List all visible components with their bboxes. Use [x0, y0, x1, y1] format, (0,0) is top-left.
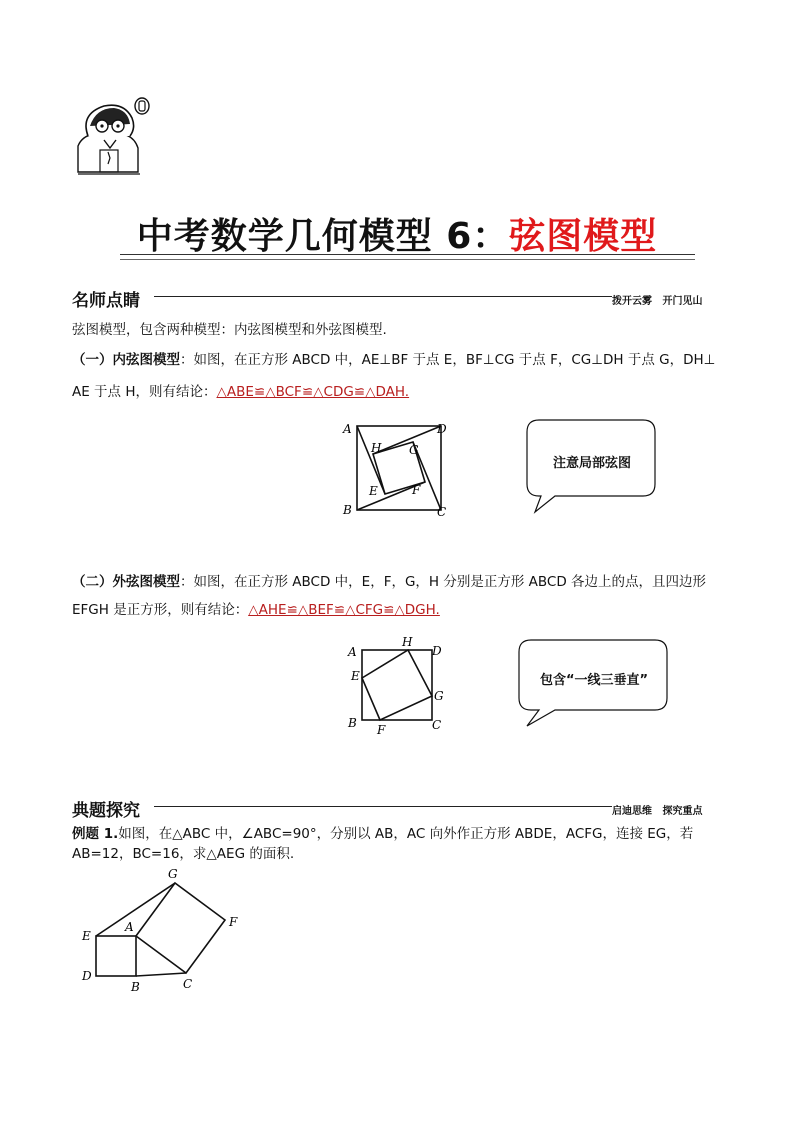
model1-conclusion: △ABE≌△BCF≌△CDG≌△DAH. [216, 384, 410, 400]
section-heading-1: 名师点睛 [72, 291, 140, 311]
bubble-1-text: 注意局部弦图 [552, 456, 631, 471]
title-main: 中考数学几何模型 6： [136, 216, 510, 257]
example-paragraph-line2: AB=12，BC=16，求△AEG 的面积. [72, 846, 295, 862]
section-tag-1: 拨开云雾 开门见山 [612, 296, 703, 307]
label-a: A [125, 920, 134, 934]
model1-label: （一）内弦图模型 [72, 352, 180, 368]
title-highlight: 弦图模型 [509, 216, 658, 257]
model2-text2: EFGH 是正方形，则有结论： [72, 602, 249, 618]
model1-paragraph-line2 [72, 381, 409, 403]
section-rule-2 [154, 806, 612, 807]
segment-eg [96, 883, 175, 936]
bubble-2-text: 包含“一线三垂直” [539, 673, 649, 688]
figure-inner-chord [335, 418, 455, 520]
square-acfg [136, 883, 225, 973]
mascot-logo [74, 96, 154, 176]
label-a: A [343, 422, 352, 436]
title-divider [120, 254, 695, 255]
label-f: F [377, 723, 386, 737]
label-e: E [82, 929, 91, 943]
label-f: F [229, 915, 238, 929]
square-efgh [362, 650, 432, 720]
label-e: E [351, 669, 360, 683]
figure-example [80, 862, 245, 994]
section-rule-1 [154, 296, 612, 297]
label-d: D [437, 422, 447, 436]
page-title [0, 208, 794, 259]
label-d: D [432, 644, 442, 658]
model2-text: ：如图，在正方形 ABCD 中，E，F，G，H 分别是正方形 ABCD 各边上的点，且四边形 [180, 574, 707, 590]
title-divider-thin [120, 259, 695, 260]
label-d: D [82, 969, 92, 983]
model1-text: ：如图，在正方形 ABCD 中，AE⊥BF 于点 E，BF⊥CG 于点 F，CG⊥DH 于点 G，DH⊥ [180, 352, 716, 368]
label-g: G [409, 443, 419, 457]
example-text: 如图，在△ABC 中，∠ABC=90°，分别以 AB，AC 向外作正方形 ABDE，ACFG，连接 EG，若 [118, 826, 694, 842]
model1-paragraph [72, 349, 732, 371]
segment-bc [136, 973, 186, 976]
label-a: A [348, 645, 357, 659]
label-g: G [434, 689, 444, 703]
model2-label: （二）外弦图模型 [72, 574, 180, 590]
label-h: H [402, 635, 413, 649]
label-c: C [183, 977, 193, 991]
model1-text2: AE 于点 H，则有结论： [72, 384, 217, 400]
square-abcd [362, 650, 432, 720]
example-paragraph [72, 823, 732, 845]
section-tag-2: 启迪思维 探究重点 [612, 806, 703, 817]
segment-dh [373, 426, 441, 454]
label-b: B [131, 980, 140, 994]
label-b: B [348, 716, 357, 730]
section-heading-2: 典题探究 [72, 801, 140, 821]
label-c: C [437, 505, 447, 519]
figure-outer-chord [335, 632, 455, 738]
label-e: E [369, 484, 378, 498]
model2-paragraph-line2 [72, 599, 440, 621]
intro-paragraph: 弦图模型，包含两种模型：内弦图模型和外弦图模型. [72, 322, 387, 338]
example-label: 例题 1. [72, 826, 119, 842]
model2-paragraph [72, 571, 732, 593]
label-c: C [432, 718, 442, 732]
label-f: F [412, 483, 421, 497]
label-g: G [168, 867, 178, 881]
label-h: H [371, 441, 382, 455]
label-b: B [343, 503, 352, 517]
square-abde [96, 936, 136, 976]
model2-conclusion: △AHE≌△BEF≌△CFG≌△DGH. [248, 602, 440, 618]
